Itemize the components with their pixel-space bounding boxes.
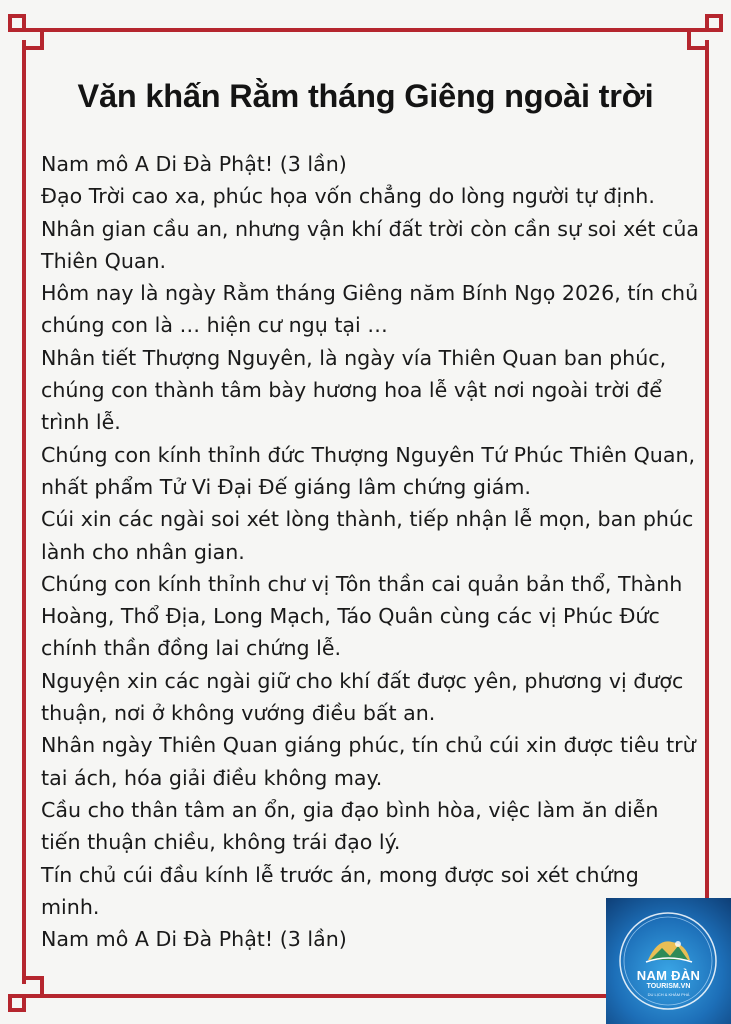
- prayer-line: Chúng con kính thỉnh chư vị Tôn thần cai quản bản thổ, Thành Hoàng, Thổ Địa, Long Mạch, Táo Quân cùng các vị Phúc Đức chính thần đồng lai chứng lễ.: [41, 571, 683, 661]
- prayer-line: Nhân ngày Thiên Quan giáng phúc, tín chủ cúi xin được tiêu trừ tai ách, hóa giải điều không may.: [41, 733, 696, 790]
- prayer-line: Nhân tiết Thượng Nguyên, là ngày vía Thiên Quan ban phúc, chúng con thành tâm bày hương hoa lễ vật nơi ngoài trời để trình lễ.: [41, 345, 667, 435]
- logo-site: TOURISM.VN: [646, 983, 691, 990]
- prayer-line: Tín chủ cúi đầu kính lễ trước án, mong được soi xét chứng minh.: [41, 862, 639, 919]
- logo-tagline: DU LỊCH & KHÁM PHÁ: [647, 992, 690, 997]
- prayer-line: Nam mô A Di Đà Phật! (3 lần): [41, 927, 347, 952]
- prayer-line: Nam mô A Di Đà Phật! (3 lần): [41, 152, 347, 176]
- prayer-line: Nhân gian cầu an, nhưng vận khí đất trời còn cần sự soi xét của Thiên Quan.: [41, 216, 700, 273]
- prayer-line: Nguyện xin các ngài giữ cho khí đất được yên, phương vị được thuận, nơi ở không vướng điều bất an.: [41, 668, 684, 726]
- prayer-line: Hôm nay là ngày Rằm tháng Giêng năm Bính Ngọ 2026, tín chủ chúng con là … hiện cư ngụ tại …: [41, 281, 699, 338]
- prayer-text: [41, 148, 701, 955]
- prayer-line: Cúi xin các ngài soi xét lòng thành, tiếp nhận lễ mọn, ban phúc lành cho nhân gian.: [41, 507, 694, 564]
- nam-dan-tourism-logo: [606, 898, 731, 1024]
- prayer-line: Đạo Trời cao xa, phúc họa vốn chẳng do lòng người tự định.: [41, 184, 655, 209]
- prayer-line: Chúng con kính thỉnh đức Thượng Nguyên Tứ Phúc Thiên Quan, nhất phẩm Tử Vi Đại Đế giáng lâm chứng giám.: [41, 442, 696, 499]
- prayer-line: Cầu cho thân tâm an ổn, gia đạo bình hòa, việc làm ăn diễn tiến thuận chiều, không trái đạo lý.: [41, 797, 659, 855]
- page-title: Văn khấn Rằm tháng Giêng ngoài trời: [77, 78, 654, 114]
- logo-brand-name: NAM ĐÀN: [636, 968, 701, 983]
- logo-emblem-icon: [606, 898, 731, 1024]
